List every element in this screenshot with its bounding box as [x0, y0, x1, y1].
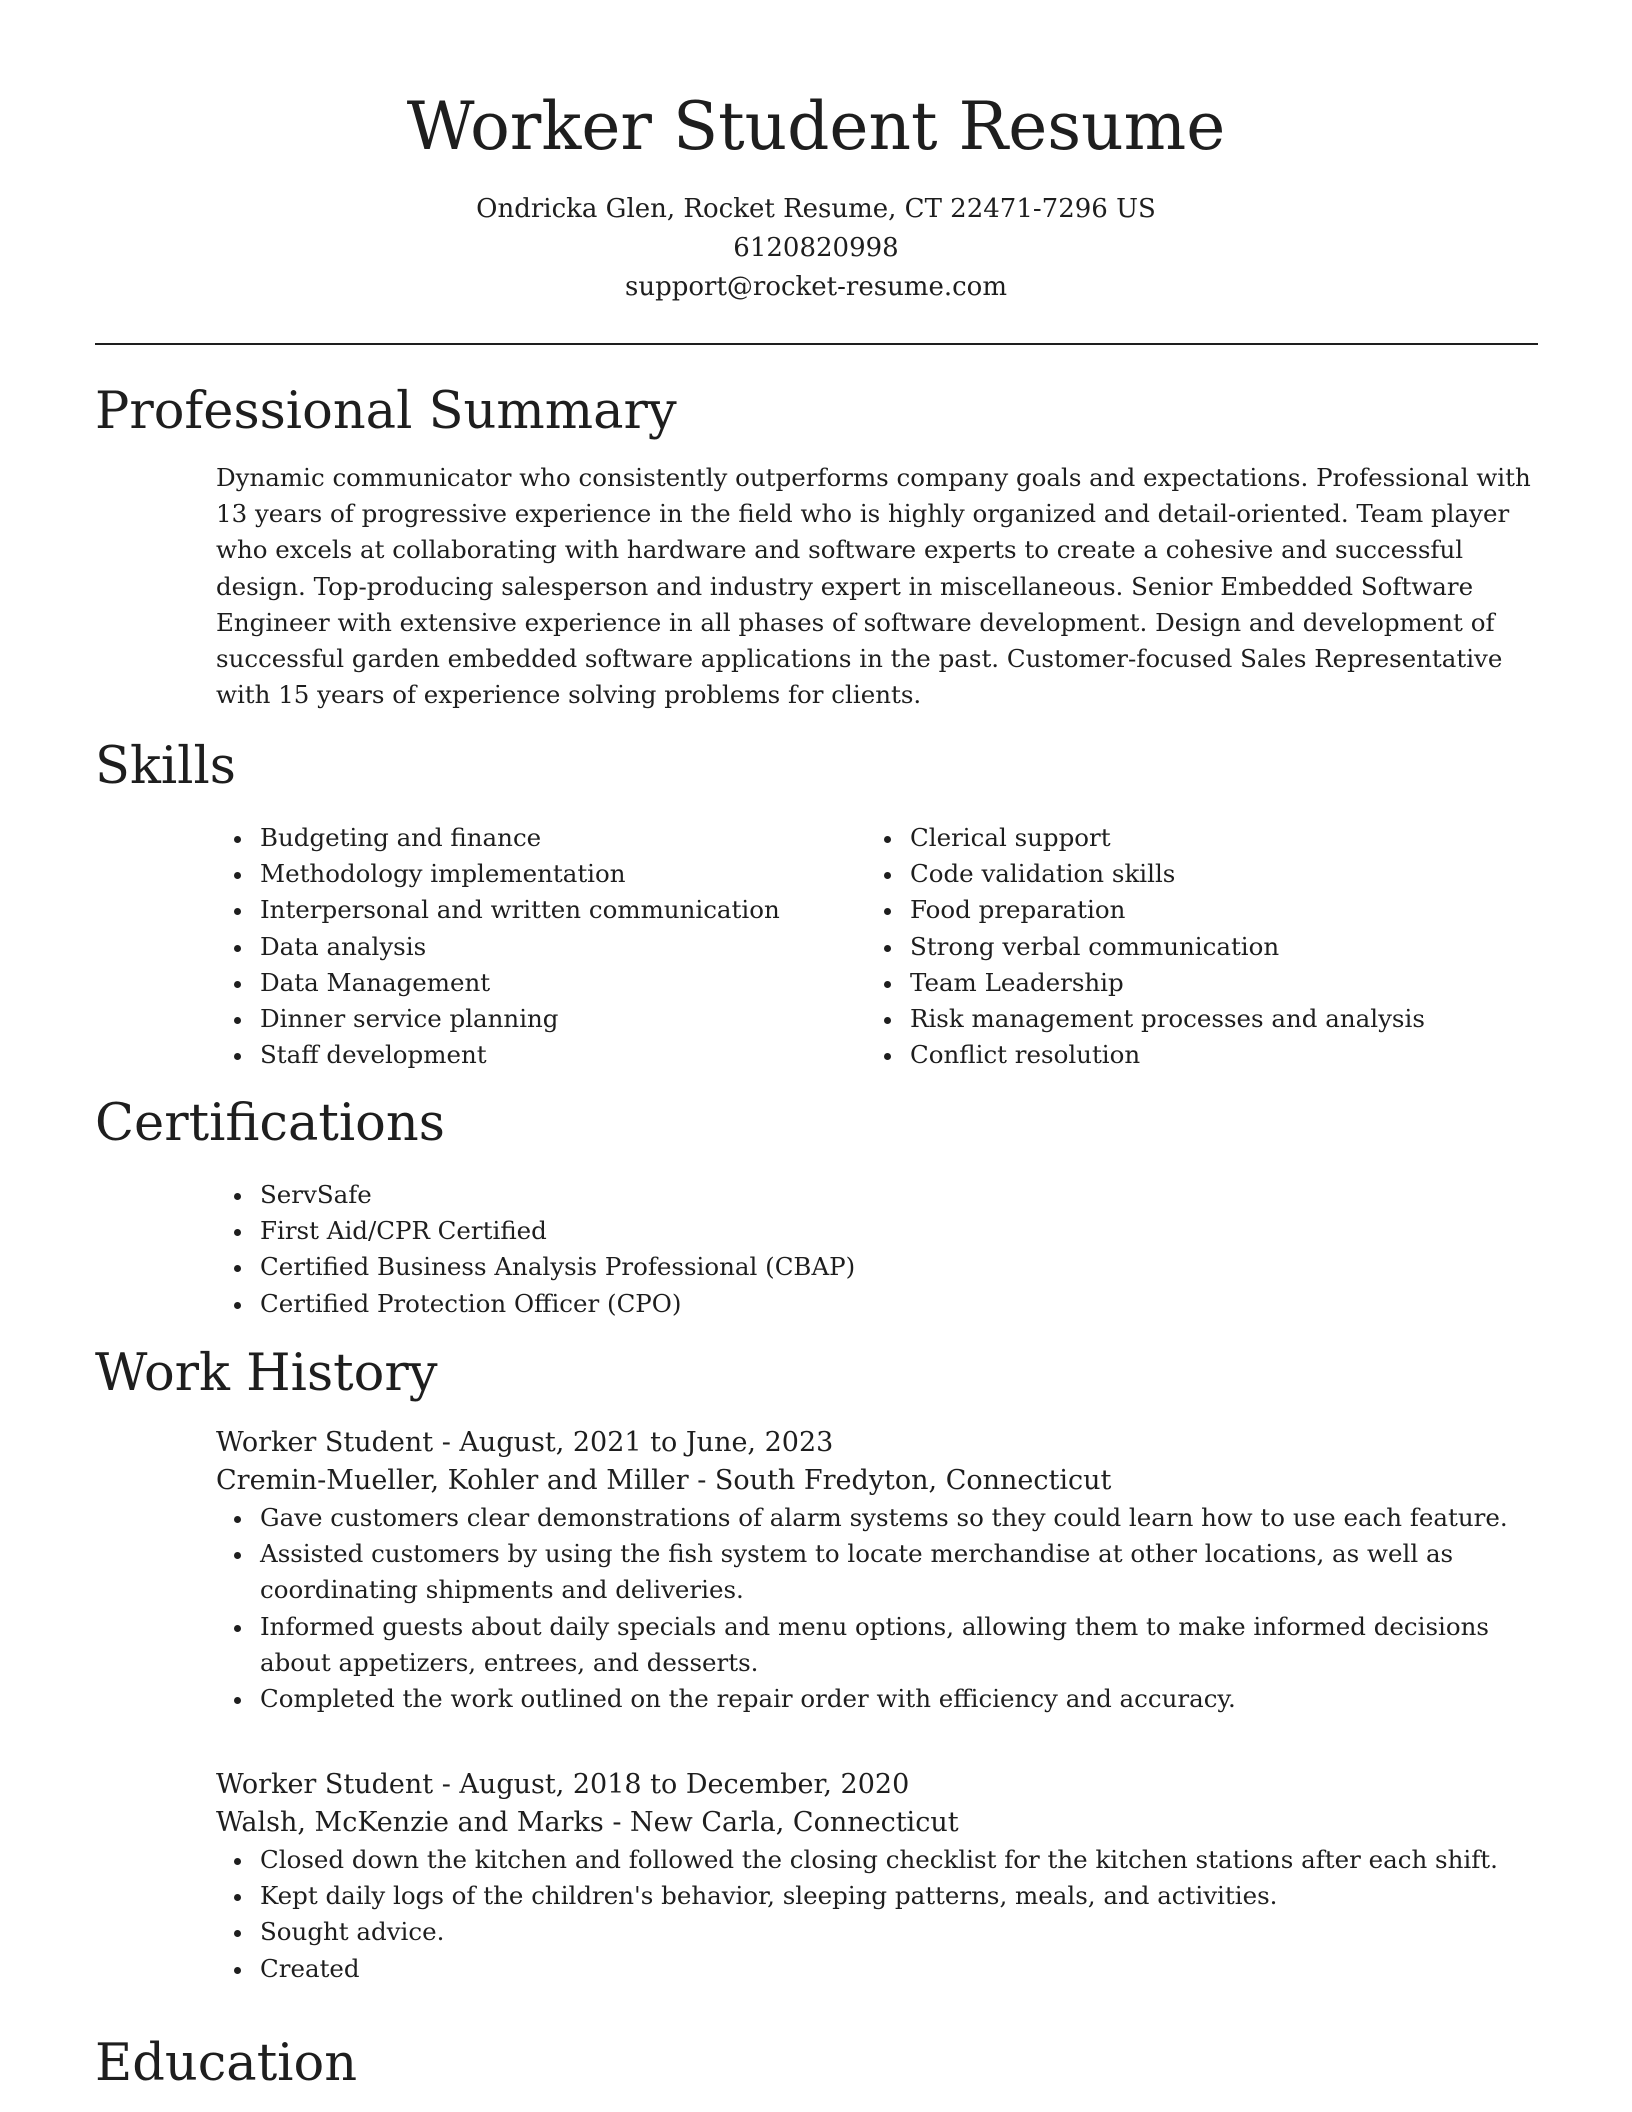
job-bullet: Assisted customers by using the fish system to locate merchandise at other locations, as well as coordinating shipments and deliveries.: [216, 1536, 1536, 1608]
resume-header: [0, 82, 1632, 307]
skill-item: Conflict resolution: [866, 1037, 1536, 1073]
skill-item: Interpersonal and written communication: [216, 892, 856, 928]
resume-title: Worker Student Resume: [406, 88, 1226, 165]
skill-item: Budgeting and finance: [216, 820, 856, 856]
contact-email: support@rocket-resume.com: [624, 272, 1007, 302]
skill-item: Code validation skills: [866, 856, 1536, 892]
skill-item: Staff development: [216, 1037, 856, 1073]
skill-item: Strong verbal communication: [866, 929, 1536, 965]
contact-info: [0, 190, 1632, 307]
skill-item: Methodology implementation: [216, 856, 856, 892]
skill-item: Food preparation: [866, 892, 1536, 928]
certification-item: First Aid/CPR Certified: [216, 1213, 1536, 1249]
contact-address: Ondricka Glen, Rocket Resume, CT 22471-7296 US: [476, 194, 1156, 224]
section-title-certifications: Certifications: [95, 1094, 445, 1153]
certifications-list: [216, 1177, 1536, 1322]
job-bullet: Gave customers clear demonstrations of alarm systems so they could learn how to use each feature.: [216, 1500, 1536, 1536]
skill-item: Data Management: [216, 965, 856, 1001]
job-bullet-list: [216, 1500, 1536, 1717]
job-company-location: Cremin-Mueller, Kohler and Miller - South Fredyton, Connecticut: [216, 1465, 1112, 1496]
skills-list-column-1: [216, 820, 856, 1073]
skill-item: Clerical support: [866, 820, 1536, 856]
job-bullet: Informed guests about daily specials and menu options, allowing them to make informed decisions about appetizers, entrees, and desserts.: [216, 1609, 1536, 1681]
section-title-work-history: Work History: [95, 1344, 438, 1403]
job-bullet: Sought advice.: [216, 1914, 1536, 1950]
job-entry: [216, 1766, 1536, 1987]
section-title-education: Education: [95, 2034, 358, 2093]
skill-item: Data analysis: [216, 929, 856, 965]
skill-item: Dinner service planning: [216, 1001, 856, 1037]
section-title-summary: Professional Summary: [95, 382, 677, 441]
skill-item: Risk management processes and analysis: [866, 1001, 1536, 1037]
job-title-dates: Worker Student - August, 2021 to June, 2023: [216, 1427, 834, 1458]
section-title-skills: Skills: [95, 737, 236, 796]
certification-item: Certified Protection Officer (CPO): [216, 1286, 1536, 1322]
header-divider: [95, 343, 1538, 345]
certification-item: Certified Business Analysis Professional (CBAP): [216, 1249, 1536, 1285]
certification-item: ServSafe: [216, 1177, 1536, 1213]
job-bullet: Closed down the kitchen and followed the closing checklist for the kitchen stations after each shift.: [216, 1842, 1536, 1878]
job-title-dates: Worker Student - August, 2018 to December, 2020: [216, 1769, 910, 1800]
job-bullet: Completed the work outlined on the repair order with efficiency and accuracy.: [216, 1681, 1536, 1717]
job-bullet-list: [216, 1842, 1536, 1987]
skill-item: Team Leadership: [866, 965, 1536, 1001]
job-bullet: Created: [216, 1951, 1536, 1987]
job-company-location: Walsh, McKenzie and Marks - New Carla, Connecticut: [216, 1807, 959, 1838]
job-bullet: Kept daily logs of the children's behavior, sleeping patterns, meals, and activities.: [216, 1878, 1536, 1914]
job-entry: [216, 1424, 1536, 1717]
contact-phone: 6120820998: [733, 233, 899, 263]
summary-text: Dynamic communicator who consistently outperforms company goals and expectations. Professional with 13 years of progressive experience in the field who is highly organized and detail-oriented. Team player who excels at collaborating with hardware and software experts to create a cohesive and successful design. Top-producing salesperson and industry expert in miscellaneous. Senior Embedded Software Engineer with extensive experience in all phases of software development. Design and development of successful garden embedded software applications in the past. Customer-focused Sales Representative with 15 years of experience solving problems for clients.: [216, 463, 1531, 710]
skills-list-column-2: [866, 820, 1536, 1073]
